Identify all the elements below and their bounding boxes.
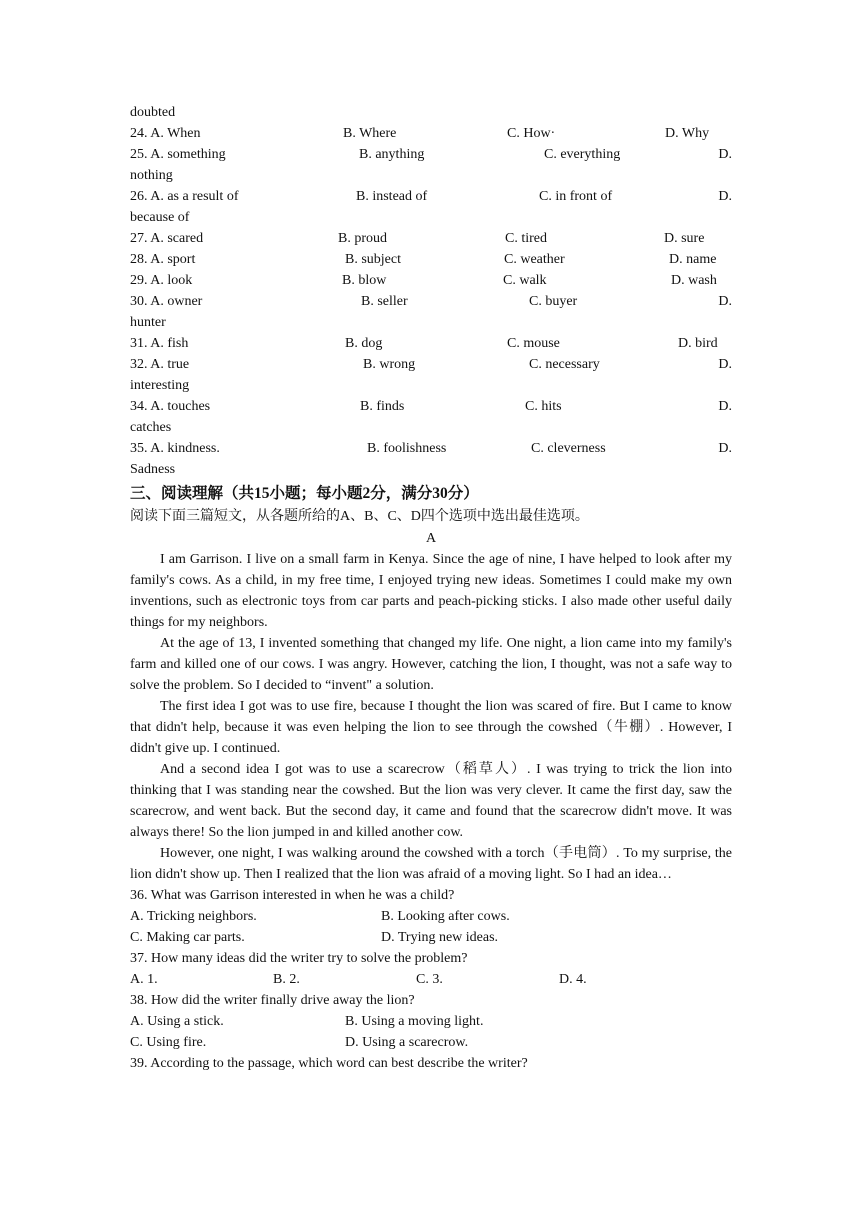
option-b: B. anything xyxy=(359,147,425,162)
answer-choice[interactable]: B. Using a moving light. xyxy=(345,1014,484,1029)
option-d: D. Why xyxy=(665,126,710,141)
question-stem: 38. How did the writer finally drive away the lion? xyxy=(130,993,415,1008)
passage-paragraph: At the age of 13, I invented something that changed my life. One night, a lion came into my family's farm and killed one of our cows. I was angry. However, catching the lion, I thought, was not a safe way to solve the problem. So I decided to “invent" a solution. xyxy=(130,636,732,693)
option-a: 25. A. something xyxy=(130,147,226,162)
passage-paragraph: I am Garrison. I live on a small farm in Kenya. Since the age of nine, I have helped to look after my family's cows. As a child, in my free time, I enjoyed trying new ideas. Sometimes I could make my own inventions, such as electronic toys from car parts and peach-picking sticks. I also made other useful daily things for my neighbors. xyxy=(130,552,732,630)
cloze-question-29 xyxy=(130,270,732,291)
answer-choice[interactable]: D. Using a scarecrow. xyxy=(345,1035,469,1050)
answer-choices-row xyxy=(130,1011,732,1032)
question-stem: 39. According to the passage, which word can best describe the writer? xyxy=(130,1056,528,1071)
option-d: D. xyxy=(718,399,732,414)
option-c: C. walk xyxy=(503,273,547,288)
option-d-continued: because of xyxy=(130,210,190,225)
option-a: 28. A. sport xyxy=(130,252,196,267)
answer-choice[interactable]: D. Trying new ideas. xyxy=(381,930,499,945)
option-c: C. buyer xyxy=(529,294,578,309)
cloze-question-32 xyxy=(130,354,732,375)
cloze-question-27 xyxy=(130,228,732,249)
option-c: C. in front of xyxy=(539,189,613,204)
passage-label: A xyxy=(425,531,437,546)
answer-choice[interactable]: A. Tricking neighbors. xyxy=(130,909,257,924)
option-d: D. name xyxy=(669,252,717,267)
answer-choice[interactable]: D. 4. xyxy=(559,972,587,987)
option-a: 34. A. touches xyxy=(130,399,211,414)
passage-paragraph: However, one night, I was walking around the cowshed with a torch（手电筒）. To my surprise, the lion didn't show up. Then I realized that the lion was afraid of a moving light. So I had an idea… xyxy=(130,846,732,882)
option-c: C. hits xyxy=(525,399,562,414)
option-d: D. xyxy=(718,189,732,204)
option-a: 32. A. true xyxy=(130,357,190,372)
cloze-question-26 xyxy=(130,186,732,207)
option-d: D. xyxy=(718,147,732,162)
option-a: 26. A. as a result of xyxy=(130,189,239,204)
option-b: B. dog xyxy=(345,336,383,351)
answer-choices-row xyxy=(130,927,732,948)
answer-choice[interactable]: C. Making car parts. xyxy=(130,930,245,945)
answer-choice[interactable]: A. Using a stick. xyxy=(130,1014,224,1029)
option-a: 27. A. scared xyxy=(130,231,204,246)
cloze-question-31 xyxy=(130,333,732,354)
option-b: B. blow xyxy=(342,273,387,288)
option-b: B. foolishness xyxy=(367,441,447,456)
option-c: C. everything xyxy=(544,147,621,162)
option-d: D. wash xyxy=(671,273,717,288)
cloze-question-30 xyxy=(130,291,732,312)
option-c: C. tired xyxy=(505,231,547,246)
option-d-continued: nothing xyxy=(130,168,173,183)
option-d-continued: interesting xyxy=(130,378,190,393)
section-instruction: 阅读下面三篇短文，从各题所给的A、B、C、D四个选项中选出最佳选项。 xyxy=(130,509,589,524)
option-b: B. seller xyxy=(361,294,408,309)
option-a: 24. A. When xyxy=(130,126,201,141)
passage-paragraph: The first idea I got was to use fire, because I thought the lion was scared of fire. But I came to know that didn't help, because it was even helping the lion to see through the cowshed（牛棚）. However, I didn't give up. I continued. xyxy=(130,699,732,756)
question-stem: 37. How many ideas did the writer try to solve the problem? xyxy=(130,951,468,966)
answer-choice[interactable]: A. 1. xyxy=(130,972,158,987)
option-d: D. xyxy=(718,294,732,309)
answer-choice[interactable]: B. 2. xyxy=(273,972,300,987)
option-b: B. wrong xyxy=(363,357,416,372)
option-d: D. xyxy=(718,441,732,456)
option-d-continued: hunter xyxy=(130,315,166,330)
option-d: D. bird xyxy=(678,336,718,351)
cloze-question-24 xyxy=(130,123,732,144)
option-a: 29. A. look xyxy=(130,273,193,288)
option-a: 30. A. owner xyxy=(130,294,203,309)
passage-text xyxy=(130,549,732,885)
option-c: C. mouse xyxy=(507,336,560,351)
option-c: C. How· xyxy=(507,126,556,141)
cloze-question-35 xyxy=(130,438,732,459)
reading-questions xyxy=(130,885,732,1074)
continued-option-text: doubted xyxy=(130,105,176,120)
option-d-continued: Sadness xyxy=(130,462,176,477)
cloze-question-34 xyxy=(130,396,732,417)
passage-paragraph: And a second idea I got was to use a scarecrow（稻草人）. I was trying to trick the lion into thinking that I was standing near the cowshed. But the lion was very clever. It came the first day, saw the scarecrow, and went back. But the second day, it came and found that the scarecrow didn't move. It was always there! So the lion jumped in and killed another cow. xyxy=(130,762,732,840)
option-c: C. necessary xyxy=(529,357,600,372)
option-d: D. sure xyxy=(664,231,705,246)
option-d: D. xyxy=(718,357,732,372)
option-b: B. instead of xyxy=(356,189,428,204)
option-a: 35. A. kindness. xyxy=(130,441,220,456)
question-stem: 36. What was Garrison interested in when he was a child? xyxy=(130,888,455,903)
option-b: B. Where xyxy=(343,126,397,141)
exam-page xyxy=(130,102,732,1074)
answer-choices-row xyxy=(130,969,732,990)
option-a: 31. A. fish xyxy=(130,336,189,351)
cloze-question-28 xyxy=(130,249,732,270)
option-b: B. proud xyxy=(338,231,387,246)
answer-choices-row xyxy=(130,906,732,927)
option-b: B. subject xyxy=(345,252,401,267)
option-b: B. finds xyxy=(360,399,405,414)
option-d-continued: catches xyxy=(130,420,172,435)
cloze-options-list xyxy=(130,123,732,480)
option-c: C. cleverness xyxy=(531,441,606,456)
section-title: 三、阅读理解（共15小题；每小题2分，满分30分） xyxy=(130,485,479,502)
cloze-question-25 xyxy=(130,144,732,165)
answer-choices-row xyxy=(130,1032,732,1053)
answer-choice[interactable]: B. Looking after cows. xyxy=(381,909,510,924)
answer-choice[interactable]: C. Using fire. xyxy=(130,1035,207,1050)
answer-choice[interactable]: C. 3. xyxy=(416,972,443,987)
option-c: C. weather xyxy=(504,252,565,267)
